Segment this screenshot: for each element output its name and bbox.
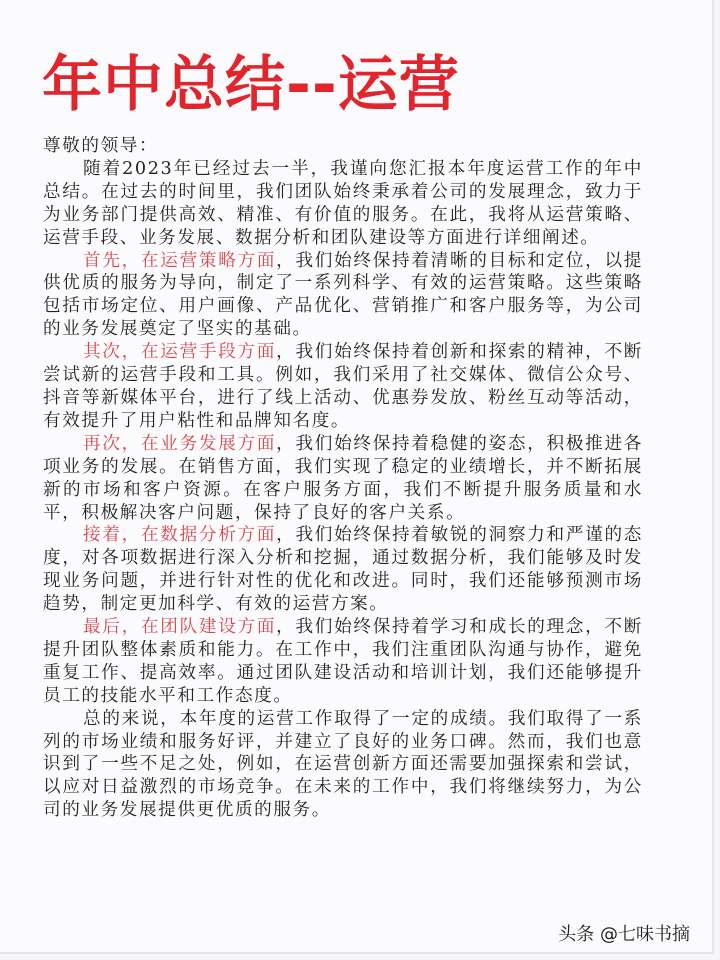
paragraph-heading: 首先，在运营策略方面 — [83, 250, 277, 271]
paragraph-text: 总的来说，本年度的运营工作取得了一定的成绩。我们取得了一系列的市场业绩和服务好评，并建立了良好的业务口碑。然而，我们也意识到了一些不足之处，例如，在运营创新方面还需要加强探索和尝试，以应对日益激烈的市场竞争。在未来的工作中，我们将继续努力，为公司的业务发展提供更优质的服务。 — [43, 708, 643, 821]
paragraph-text: ，我们始终保持着稳健的姿态，积极推进各项业务的发展。在销售方面，我们实现了稳定的业绩增长，并不断拓展新的市场和客户资源。在客户服务方面，我们不断提升服务质量和水平，积极解决客户问题，保持了良好的客户关系。 — [43, 433, 643, 523]
paragraph-text: ，我们始终保持着学习和成长的理念，不断提升团队整体素质和能力。在工作中，我们注重团队沟通与协作，避免重复工作、提高效率。通过团队建设活动和培训计划，我们还能够提升员工的技能水平和工作态度。 — [43, 617, 643, 706]
paragraph-text: 随着2023年已经过去一半，我谨向您汇报本年度运营工作的年中总结。在过去的时间里，我们团队始终秉承着公司的发展理念，致力于为业务部门提供高效、精准、有价值的服务。在此，我将从运营策略、运营手段、业务发展、数据分析和团队建设等方面进行详细阐述。 — [43, 158, 643, 248]
paragraph-heading: 接着，在数据分析方面 — [83, 525, 277, 546]
paragraph-team — [43, 616, 643, 708]
paragraph-text: ，我们始终保持着创新和探索的精神，不断尝试新的运营手段和工具。例如，我们采用了社交媒体、微信公众号、抖音等新媒体平台，进行了线上活动、优惠券发放、粉丝互动等活动，有效提升了用户粘性和品牌知名度。 — [43, 342, 643, 431]
document-body — [43, 135, 643, 822]
paragraph-heading: 最后，在团队建设方面 — [83, 617, 277, 638]
paragraph-heading: 其次，在运营手段方面 — [83, 342, 277, 363]
paragraph-text: ，我们始终保持着清晰的目标和定位，以提供优质的服务为导向，制定了一系列科学、有效的运营策略。这些策略包括市场定位、用户画像、产品优化、营销推广和客户服务等，为公司的业务发展奠定了坚实的基础。 — [43, 250, 643, 340]
watermark — [558, 920, 690, 946]
watermark-text: 头条 @七味书摘 — [558, 924, 690, 945]
paragraph-intro — [43, 158, 643, 250]
paragraph-methods — [43, 341, 643, 433]
greeting: 尊敬的领导： — [43, 136, 159, 156]
paragraph-heading: 再次，在业务发展方面 — [83, 433, 277, 454]
paragraph-conclusion — [43, 708, 643, 823]
paragraph-business — [43, 433, 643, 525]
paragraph-strategy — [43, 250, 643, 342]
paragraph-text: ，我们始终保持着敏锐的洞察力和严谨的态度，对各项数据进行深入分析和挖掘，通过数据分析，我们能够及时发现业务问题，并进行针对性的优化和改进。同时，我们还能够预测市场趋势，制定更加科学、有效的运营方案。 — [43, 525, 643, 615]
paragraph-data-analysis — [43, 524, 643, 616]
document-title: 年中总结--运营 — [42, 50, 460, 120]
